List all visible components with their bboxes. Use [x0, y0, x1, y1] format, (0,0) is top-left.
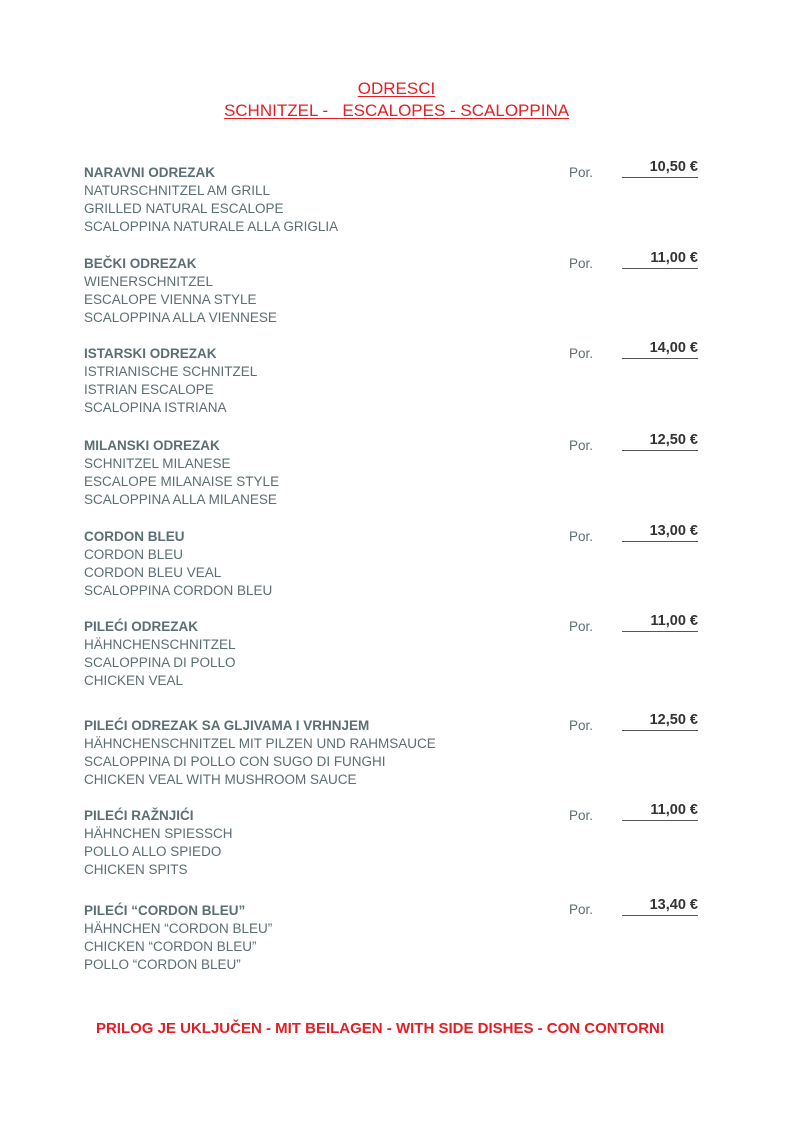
item-translation-en: SCALOPPINA DI POLLO: [84, 655, 236, 670]
item-translation-de: ISTRIANISCHE SCHNITZEL: [84, 364, 258, 379]
portion-label: Por.: [569, 619, 594, 634]
item-translation-en: ISTRIAN ESCALOPE: [84, 382, 214, 397]
item-translations: [84, 825, 233, 879]
menu-item: [84, 340, 724, 435]
item-translation-it: CHICKEN VEAL: [84, 673, 184, 688]
item-name: PILEĆI RAŽNJIĆI: [84, 808, 194, 823]
item-translations: [84, 363, 257, 417]
menu-item: [84, 897, 724, 992]
item-translation-en: ESCALOPE VIENNA STYLE: [84, 292, 257, 307]
portion-label: Por.: [569, 718, 594, 733]
item-translation-de: HÄHNCHEN SPIESSCH: [84, 826, 233, 841]
item-translation-de: CORDON BLEU: [84, 547, 184, 562]
item-translation-de: NATURSCHNITZEL AM GRILL: [84, 183, 271, 198]
item-translations: [84, 182, 338, 236]
item-translation-en: POLLO ALLO SPIEDO: [84, 844, 222, 859]
item-translation-de: SCHNITZEL MILANESE: [84, 456, 231, 471]
portion-label: Por.: [569, 808, 594, 823]
item-price: 13,40 €: [622, 896, 698, 916]
item-translation-it: SCALOPINA ISTRIANA: [84, 400, 227, 415]
item-translation-it: SCALOPPINA ALLA VIENNESE: [84, 310, 277, 325]
item-translations: [84, 636, 236, 690]
menu-title: ODRESCI: [357, 79, 436, 98]
item-translation-it: SCALOPPINA ALLA MILANESE: [84, 492, 277, 507]
item-translation-en: GRILLED NATURAL ESCALOPE: [84, 201, 284, 216]
item-translation-de: WIENERSCHNITZEL: [84, 274, 214, 289]
item-name: CORDON BLEU: [84, 529, 185, 544]
item-translation-it: SCALOPPINA CORDON BLEU: [84, 583, 273, 598]
item-translation-en: ESCALOPE MILANAISE STYLE: [84, 474, 280, 489]
item-name: PILEĆI “CORDON BLEU”: [84, 903, 246, 918]
item-translation-en: CORDON BLEU VEAL: [84, 565, 222, 580]
item-translation-it: CHICKEN SPITS: [84, 862, 188, 877]
menu-item: [84, 613, 724, 708]
item-translation-de: HÄHNCHENSCHNITZEL: [84, 637, 236, 652]
portion-label: Por.: [569, 346, 594, 361]
item-price: 11,00 €: [622, 249, 698, 269]
side-dishes-note: PRILOG JE UKLJUČEN - MIT BEILAGEN - WITH SIDE DISHES - CON CONTORNI: [95, 1020, 665, 1037]
item-price: 11,00 €: [622, 801, 698, 821]
item-name: ISTARSKI ODREZAK: [84, 346, 217, 361]
item-translation-it: CHICKEN VEAL WITH MUSHROOM SAUCE: [84, 772, 357, 787]
item-translations: [84, 920, 272, 974]
item-price: 11,00 €: [622, 612, 698, 632]
item-translation-de: HÄHNCHEN “CORDON BLEU”: [84, 921, 273, 936]
menu-item: [84, 802, 724, 897]
portion-label: Por.: [569, 256, 594, 271]
item-translation-en: CHICKEN “CORDON BLEU”: [84, 939, 257, 954]
menu-subtitle: SCHNITZEL - ESCALOPES - SCALOPPINA: [223, 101, 570, 120]
item-price: 10,50 €: [622, 158, 698, 178]
menu-item: [84, 523, 724, 618]
item-price: 14,00 €: [622, 339, 698, 359]
portion-label: Por.: [569, 902, 594, 917]
item-price: 12,50 €: [622, 711, 698, 731]
item-name: BEČKI ODREZAK: [84, 256, 197, 271]
menu-item: [84, 432, 724, 527]
item-translations: [84, 546, 272, 600]
menu-item: [84, 712, 724, 807]
item-price: 12,50 €: [622, 431, 698, 451]
item-name: MILANSKI ODREZAK: [84, 438, 220, 453]
item-name: PILEĆI ODREZAK: [84, 619, 199, 634]
item-translation-it: SCALOPPINA NATURALE ALLA GRIGLIA: [84, 219, 339, 234]
menu-item: [84, 250, 724, 345]
item-price: 13,00 €: [622, 522, 698, 542]
item-translations: [84, 273, 277, 327]
item-translation-de: HÄHNCHENSCHNITZEL MIT PILZEN UND RAHMSAUCE: [84, 736, 436, 751]
item-name: NARAVNI ODREZAK: [84, 165, 215, 180]
item-name: PILEĆI ODREZAK SA GLJIVAMA I VRHNJEM: [84, 718, 370, 733]
portion-label: Por.: [569, 438, 594, 453]
portion-label: Por.: [569, 529, 594, 544]
item-translations: [84, 455, 279, 509]
menu-item: [84, 159, 724, 254]
item-translation-it: POLLO “CORDON BLEU”: [84, 957, 241, 972]
item-translation-en: SCALOPPINA DI POLLO CON SUGO DI FUNGHI: [84, 754, 386, 769]
item-translations: [84, 735, 436, 789]
portion-label: Por.: [569, 165, 594, 180]
